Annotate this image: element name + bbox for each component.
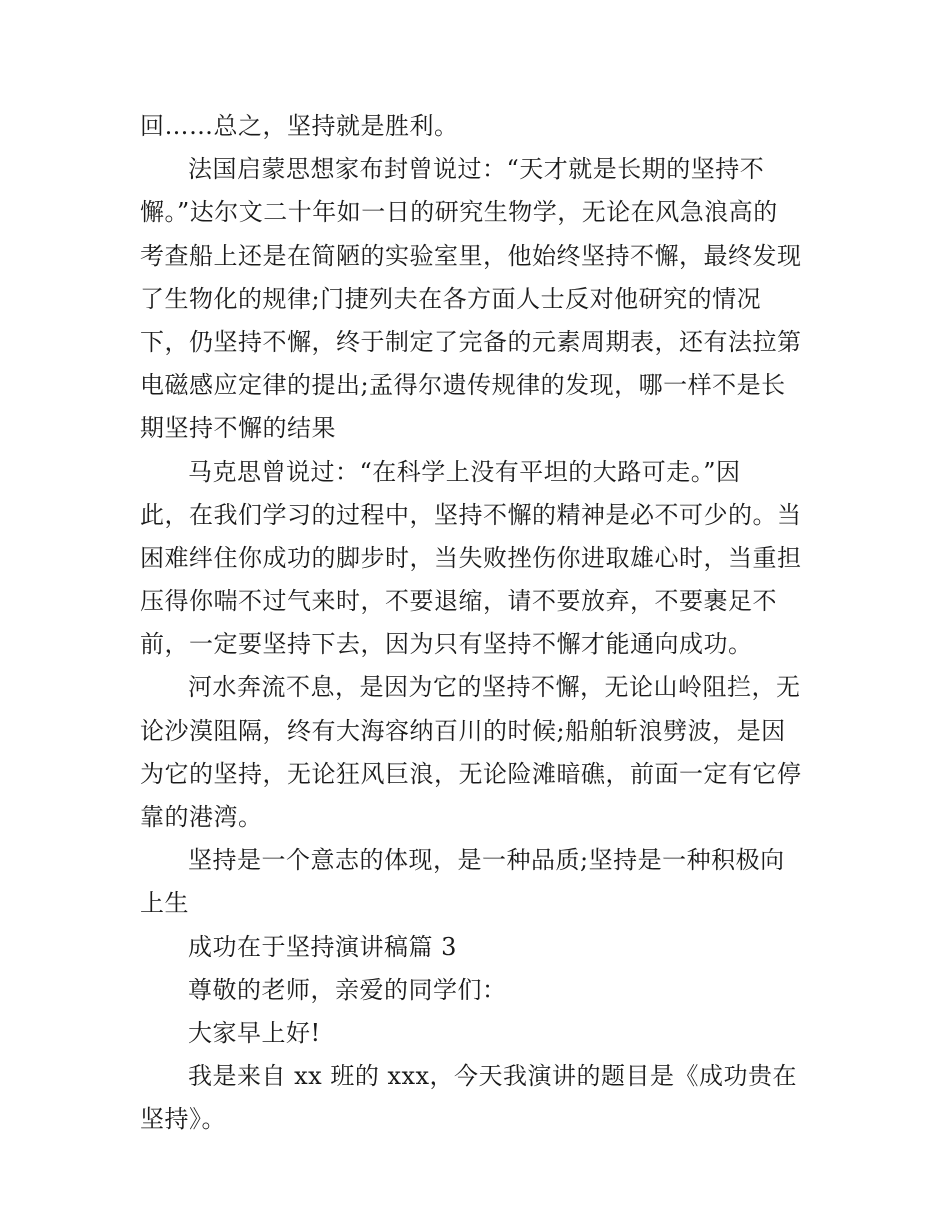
text-line: 考查船上还是在简陋的实验室里，他始终坚持不懈，最终发现: [140, 241, 802, 270]
text-line: 为它的坚持，无论狂风巨浪，无论险滩暗礁，前面一定有它停: [140, 759, 802, 788]
text-line: 我是来自 xx 班的 xxx，今天我演讲的题目是《成功贵在: [188, 1062, 798, 1091]
text-line: 坚持是一个意志的体现，是一种品质;坚持是一种积极向: [188, 846, 785, 875]
text-line: 电磁感应定律的提出;孟得尔遗传规律的发现，哪一样不是长: [140, 371, 786, 400]
text-line: 法国启蒙思想家布封曾说过：“天才就是长期的坚持不: [188, 155, 765, 184]
text-line: 困难绊住你成功的脚步时，当失败挫伤你进取雄心时，当重担: [140, 543, 802, 572]
text-line: 马克思曾说过：“在科学上没有平坦的大路可走。”因: [188, 457, 741, 486]
text-line: 此，在我们学习的过程中，坚持不懈的精神是必不可少的。当: [140, 500, 802, 529]
text-line: 了生物化的规律;门捷列夫在各方面人士反对他研究的情况: [140, 284, 762, 313]
salutation: 尊敬的老师，亲爱的同学们：: [188, 975, 507, 1004]
document-body: [140, 105, 815, 1142]
text-line: 压得你喘不过气来时，不要退缩，请不要放弃，不要裹足不: [140, 587, 777, 616]
text-line: 坚持》。: [140, 1105, 226, 1134]
text-line: 靠的港湾。: [140, 803, 263, 831]
text-line: 期坚持不懈的结果: [140, 414, 336, 443]
text-line: 下，仍坚持不懈，终于制定了完备的元素周期表，还有法拉第: [140, 327, 802, 356]
text-line: 懈。”达尔文二十年如一日的研究生物学，无论在风急浪高的: [140, 198, 778, 227]
text-line: 河水奔流不息，是因为它的坚持不懈，无论山岭阻拦，无: [188, 673, 801, 702]
text-line: 上生: [140, 889, 189, 918]
text-line: 论沙漠阻隔，终有大海容纳百川的时候;船舶斩浪劈波，是因: [140, 716, 786, 745]
section-title: 成功在于坚持演讲稿篇 3: [188, 932, 457, 961]
text-line: 回……总之，坚持就是胜利。: [140, 112, 459, 140]
greeting: 大家早上好!: [188, 1018, 321, 1047]
text-line: 前，一定要坚持下去，因为只有坚持不懈才能通向成功。: [140, 630, 753, 659]
